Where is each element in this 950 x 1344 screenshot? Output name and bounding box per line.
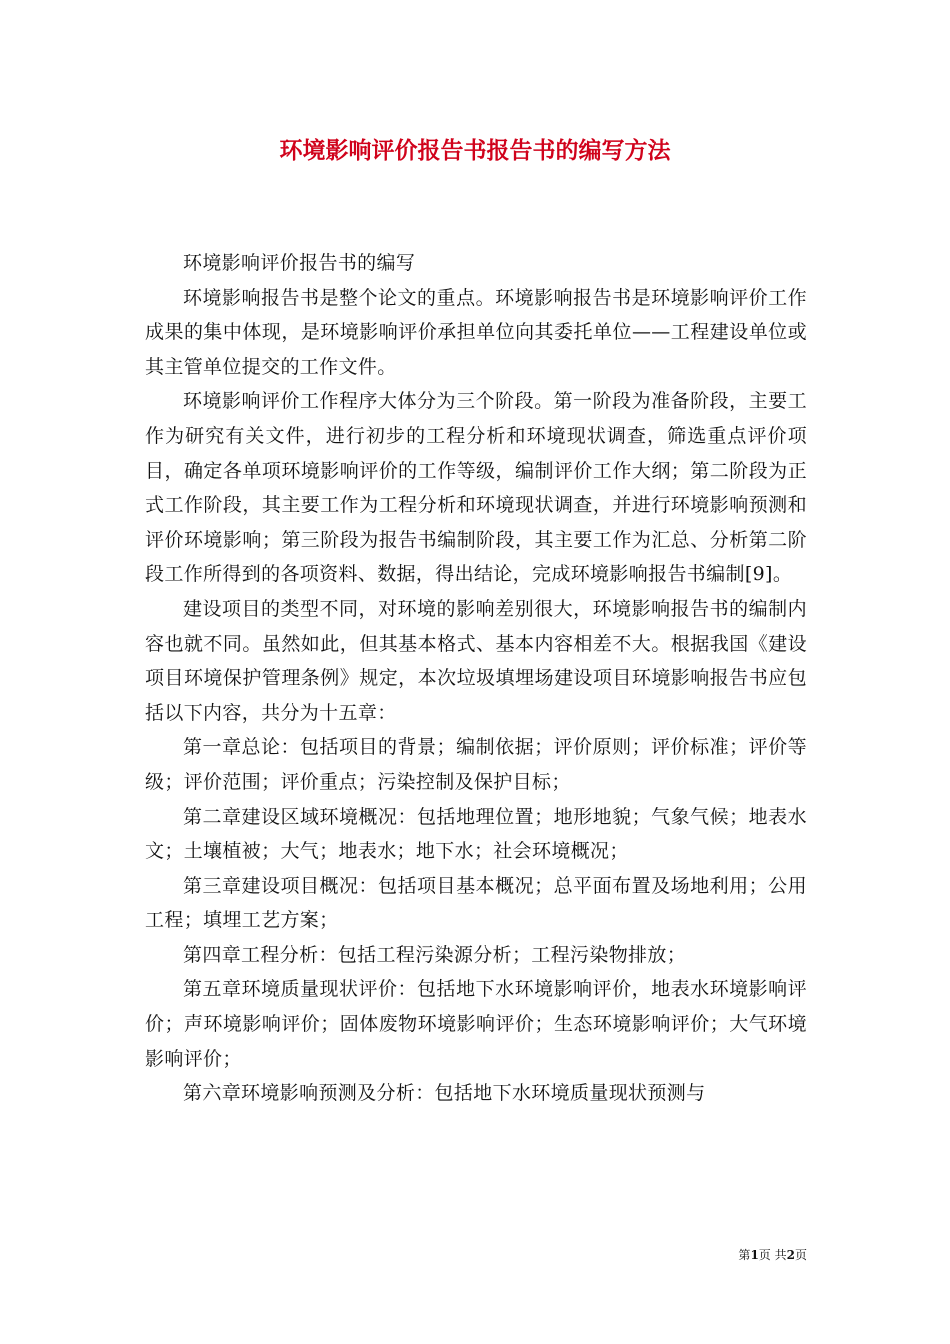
paragraph-subheading: 环境影响评价报告书的编写 (183, 252, 416, 274)
paragraph-chapter-6: 第六章环境影响预测及分析：包括地下水环境质量现状预测与 (183, 1082, 706, 1105)
document-body (145, 246, 807, 1111)
footer-middle: 页 共 (758, 1248, 787, 1262)
total-pages-number: 2 (786, 1248, 795, 1262)
footer-prefix: 第 (738, 1248, 751, 1262)
paragraph-chapter-5: 第五章环境质量现状评价：包括地下水环境影响评价，地表水环境影响评价；声环境影响评价；固体废物环境影响评价；生态环境影响评价；大气环境影响评价； (145, 978, 807, 1070)
current-page-number: 1 (750, 1248, 759, 1262)
paragraph-chapter-4: 第四章工程分析：包括工程污染源分析；工程污染物排放； (183, 943, 687, 966)
page-number-footer (738, 1247, 807, 1263)
footer-suffix: 页 (794, 1248, 807, 1262)
paragraph-procedure: 环境影响评价工作程序大体分为三个阶段。第一阶段为准备阶段，主要工作为研究有关文件，进行初步的工程分析和环境现状调查，筛选重点评价项目，确定各单项环境影响评价的工作等级，编制评价工作大纲；第二阶段为正式工作阶段，其主要工作为工程分析和环境现状调查，并进行环境影响预测和评价环境影响；第三阶段为报告书编制阶段，其主要工作为汇总、分析第二阶段工作所得到的各项资料、数据，得出结论，完成环境影响报告书编制[9]。 (145, 390, 807, 586)
document-title: 环境影响评价报告书报告书的编写方法 (279, 137, 671, 164)
paragraph-chapter-1: 第一章总论：包括项目的背景；编制依据；评价原则；评价标准；评价等级；评价范围；评价重点；污染控制及保护目标； (145, 736, 807, 793)
paragraph-chapter-2: 第二章建设区域环境概况：包括地理位置；地形地貌；气象气候；地表水文；土壤植被；大气；地表水；地下水；社会环境概况； (145, 805, 807, 863)
paragraph-content-overview: 建设项目的类型不同，对环境的影响差别很大，环境影响报告书的编制内容也就不同。虽然如此，但其基本格式、基本内容相差不大。根据我国《建设项目环境保护管理条例》规定，本次垃圾填埋场建设项目环境影响报告书应包括以下内容，共分为十五章： (145, 597, 807, 724)
paragraph-intro: 环境影响报告书是整个论文的重点。环境影响报告书是环境影响评价工作成果的集中体现，是环境影响评价承担单位向其委托单位——工程建设单位或其主管单位提交的工作文件。 (145, 286, 807, 378)
paragraph-chapter-3: 第三章建设项目概况：包括项目基本概况；总平面布置及场地利用；公用工程；填埋工艺方案； (145, 874, 807, 932)
